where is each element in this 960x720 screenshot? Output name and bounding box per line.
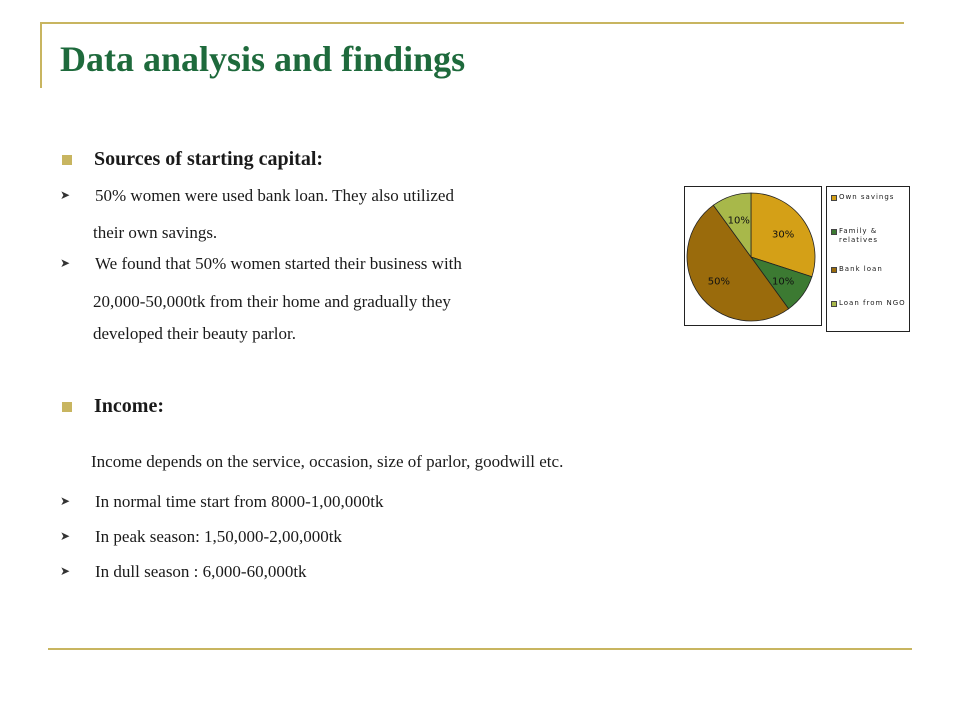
legend-label-0: Own savings: [839, 193, 895, 201]
left-rule: [40, 22, 42, 88]
income-heading: [62, 395, 164, 418]
income-item-1-text: In normal time start from 8000-1,00,000tk: [95, 492, 384, 511]
capital-heading: [62, 148, 323, 171]
slide-title: Data analysis and findings: [60, 39, 466, 79]
bottom-rule: [48, 648, 912, 650]
capital-item-2: [58, 245, 462, 282]
legend-item-1: [831, 227, 911, 245]
income-item-1: [58, 483, 383, 520]
pie-slice-label-0: 30%: [771, 229, 795, 241]
capital-item-2-line-2: 20,000-50,000tk from their home and gradually they: [93, 292, 451, 311]
capital-item-1-line-2: their own savings.: [93, 223, 218, 242]
income-heading-text: Income:: [94, 395, 164, 417]
income-item-2: [58, 518, 342, 555]
income-item-2-text: In peak season: 1,50,000-2,00,000tk: [95, 527, 342, 546]
pie-chart: [685, 187, 821, 325]
pie-slice-label-3: 10%: [727, 215, 750, 227]
legend-label-1: Family & relatives: [839, 227, 879, 244]
arrow-bullet-icon: ➤: [60, 256, 71, 270]
pie-chart-frame: [684, 186, 822, 326]
capital-item-1: [58, 177, 454, 214]
square-bullet-icon: [62, 402, 72, 412]
legend-item-3: [831, 299, 911, 308]
income-paragraph: Income depends on the service, occasion, size of parlor, goodwill etc.: [91, 452, 564, 471]
income-item-3: [58, 553, 307, 590]
legend-swatch-2: [831, 267, 837, 273]
legend-label-3: Loan from NGO: [839, 299, 906, 307]
pie-slice-label-2: 50%: [707, 276, 731, 288]
legend-swatch-3: [831, 301, 837, 307]
capital-heading-text: Sources of starting capital:: [94, 148, 324, 170]
capital-item-1-line-1: 50% women were used bank loan. They also utilized: [95, 186, 454, 205]
capital-item-2-line-3: developed their beauty parlor.: [93, 324, 296, 343]
legend-swatch-1: [831, 229, 837, 235]
income-item-3-text: In dull season : 6,000-60,000tk: [95, 562, 307, 581]
pie-chart-legend: [826, 186, 910, 332]
capital-item-2-line-1: We found that 50% women started their business with: [95, 254, 462, 273]
legend-swatch-0: [831, 195, 837, 201]
arrow-bullet-icon: ➤: [60, 188, 71, 202]
legend-item-0: [831, 193, 911, 202]
legend-label-2: Bank loan: [839, 265, 883, 273]
arrow-bullet-icon: ➤: [60, 564, 71, 578]
square-bullet-icon: [62, 155, 72, 165]
pie-slice-label-1: 10%: [771, 276, 795, 288]
arrow-bullet-icon: ➤: [60, 494, 71, 508]
legend-item-2: [831, 265, 911, 274]
arrow-bullet-icon: ➤: [60, 529, 71, 543]
top-rule: [40, 22, 904, 24]
